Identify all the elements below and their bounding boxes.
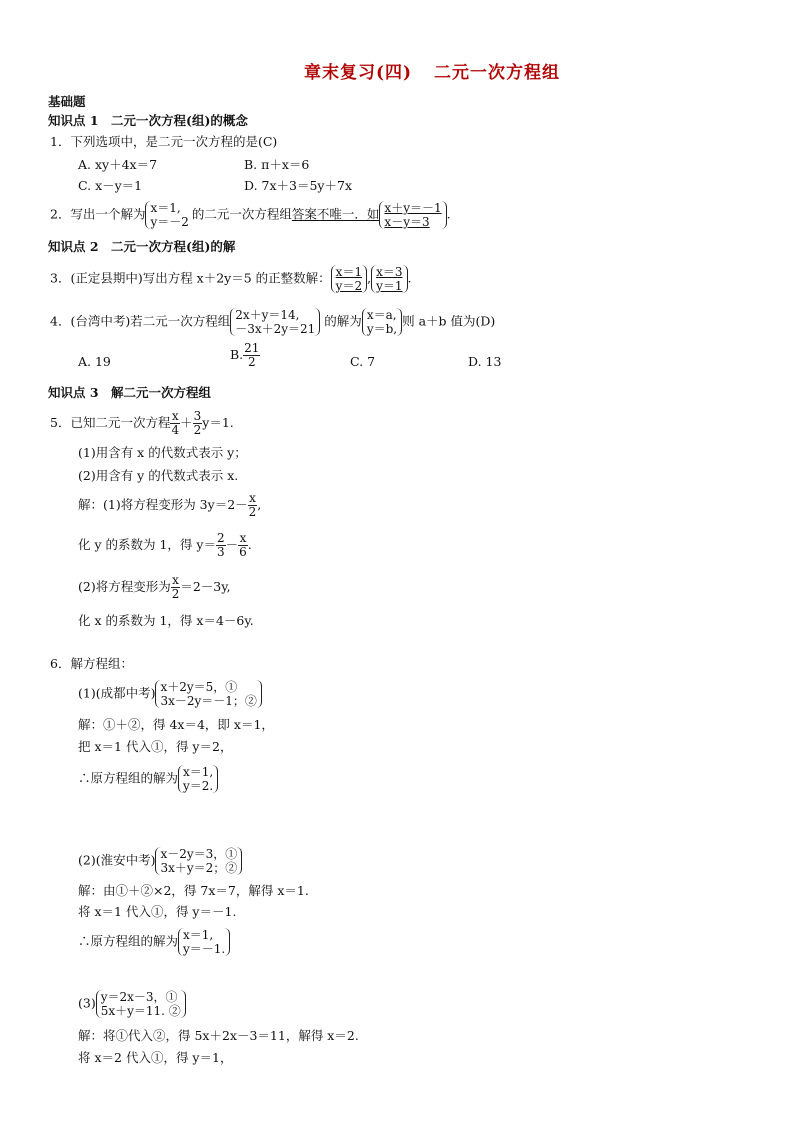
q5-f1-num: x <box>171 409 179 423</box>
q2-line <box>50 201 451 229</box>
q6-p1-label: (1)(成都中考) <box>78 685 156 701</box>
q3-pre: 3．(正定县期中)写出方程 x＋2y＝5 的正整数解： <box>50 270 331 286</box>
q6-p2-system <box>155 847 242 875</box>
q6-p2-s3: ∴原方程组的解为 <box>78 933 179 949</box>
q2-sol-row2: y＝－2 <box>150 215 189 229</box>
knowledge-point-3: 知识点 3 解二元一次方程组 <box>48 385 212 400</box>
q3-s1-row1: x＝1 <box>335 265 363 279</box>
q4-solution <box>362 308 402 336</box>
q5-s3-post: ＝2－3y, <box>180 579 231 594</box>
q2-answer-system <box>379 201 446 229</box>
q4-mid: 的解为 <box>324 313 362 329</box>
q6-p1-r2: y＝2. <box>183 779 214 793</box>
q5-s3-num: x <box>172 573 179 587</box>
q6-p2-r2: y＝－1. <box>183 942 226 956</box>
q6-p2-result <box>178 928 230 956</box>
knowledge-point-1: 知识点 1 二元一次方程(组)的概念 <box>48 113 248 128</box>
q4-b-den: 2 <box>247 355 256 369</box>
q1-option-d: D. 7x＋3＝5y＋7x <box>244 178 352 193</box>
q4-s1: x＝a, <box>366 308 397 322</box>
q5-part1: (1)用含有 x 的代数式表示 y； <box>78 445 247 460</box>
q3-comma: , <box>367 270 372 286</box>
section-heading: 基础题 <box>48 94 86 109</box>
q6-p2-r1: x＝1, <box>183 928 214 942</box>
q5-s2-minus: － <box>225 537 239 552</box>
q4-option-a: A. 19 <box>78 354 111 369</box>
q3-solution-2 <box>371 265 407 293</box>
q6-p1-system <box>155 680 261 708</box>
q5-pre: 5．已知二元一次方程 <box>50 415 171 430</box>
q5-s2-f1-den: 3 <box>216 545 225 559</box>
q6-p2-sol3 <box>78 928 230 956</box>
q6-p2-eq2: 3x＋y＝2；② <box>160 861 238 875</box>
q6-part3-line <box>78 990 186 1018</box>
title-part1: 章末复习(四) <box>303 63 413 83</box>
q1-option-c: C. x－y＝1 <box>78 178 143 193</box>
q5-post: y＝1. <box>202 415 234 430</box>
q1-option-b: B. π＋x＝6 <box>244 157 310 172</box>
q6-p1-sol3 <box>78 765 218 793</box>
q4-s2: y＝b, <box>366 322 398 336</box>
q5-part2: (2)用含有 y 的代数式表示 x. <box>78 468 239 483</box>
knowledge-point-2: 知识点 2 二元一次方程(组)的解 <box>48 239 236 254</box>
q5-frac1 <box>170 410 180 437</box>
q4-b-label: B. <box>230 347 244 362</box>
q5-s3-pre: (2)将方程变形为 <box>78 579 171 594</box>
q6-p1-result <box>178 765 218 793</box>
q4-eq1: 2x＋y＝14, <box>235 308 300 322</box>
q3-line <box>50 265 411 293</box>
q6-p1-sol1: 解：①＋②，得 4x＝4，即 x＝1， <box>78 717 274 732</box>
q4-system <box>230 308 320 336</box>
q4-b-fraction <box>243 342 260 369</box>
q2-sol-row1: x＝1, <box>150 201 181 215</box>
q6-p3-eq2: 5x＋y＝11. ② <box>100 1004 181 1018</box>
q5-s1-frac <box>248 492 258 519</box>
q3-solution-1 <box>331 265 367 293</box>
q5-s1-pre: 解：(1)将方程变形为 3y＝2－ <box>78 497 248 512</box>
q5-line <box>50 410 234 437</box>
q3-end: . <box>407 270 412 286</box>
q2-pre: 2．写出一个解为 <box>50 206 146 222</box>
q2-answer: 答案不唯一．如 <box>291 206 380 222</box>
q6-p1-r1: x＝1, <box>183 765 214 779</box>
q5-sol-line1 <box>78 492 261 519</box>
q5-sol-line2 <box>78 532 252 559</box>
q6-p2-label: (2)(淮安中考) <box>78 852 156 868</box>
q2-ans-row1: x＋y＝－1 <box>384 201 442 215</box>
q1-stem: 1．下列选项中，是二元一次方程的是(C) <box>50 134 278 149</box>
q6-p3-system <box>96 990 186 1018</box>
q6-part2-line <box>78 847 242 875</box>
q4-option-d: D. 13 <box>468 354 502 369</box>
q5-s2-f1-num: 2 <box>216 531 225 545</box>
q6-p2-sol1: 解：由①＋②×2，得 7x＝7，解得 x＝1. <box>78 883 309 898</box>
q2-mid: 的二元一次方程组 <box>191 206 292 222</box>
q5-s2-f2-num: x <box>239 531 247 545</box>
q3-s1-row2: y＝2 <box>335 279 363 293</box>
q5-sol-line3 <box>78 574 231 601</box>
q1-option-a: A. xy＋4x＝7 <box>78 157 158 172</box>
q4-option-c: C. 7 <box>350 354 376 369</box>
q6-p1-eq1: x＋2y＝5，① <box>160 680 238 694</box>
q4-b-num: 21 <box>244 341 260 355</box>
q5-s1-post: , <box>257 497 262 512</box>
q5-frac2 <box>193 410 203 437</box>
q4-end: 则 a＋b 值为(D) <box>402 313 496 329</box>
q6-p3-label: (3) <box>78 995 96 1011</box>
q6-p1-s3: ∴原方程组的解为 <box>78 770 179 786</box>
page-title <box>0 58 794 83</box>
q5-s2-pre: 化 y 的系数为 1，得 y＝ <box>78 537 216 552</box>
q5-s3-frac <box>171 574 181 601</box>
q4-pre: 4．(台湾中考)若二元一次方程组 <box>50 313 231 329</box>
q6-p1-sol2: 把 x＝1 代入①，得 y＝2， <box>78 739 233 754</box>
q6-p3-sol1: 解：将①代入②，得 5x＋2x－3＝11，解得 x＝2. <box>78 1028 359 1043</box>
q5-plus: ＋ <box>180 415 193 430</box>
q5-s1-den: 2 <box>248 505 257 519</box>
q6-p3-eq1: y＝2x－3，① <box>100 990 178 1004</box>
q5-s3-den: 2 <box>171 587 180 601</box>
q5-s2-f2-den: 6 <box>239 545 247 559</box>
q5-f1-den: 4 <box>171 423 180 437</box>
q5-f2-den: 2 <box>193 423 202 437</box>
q3-s2-row1: x＝3 <box>376 265 403 279</box>
q5-s2-frac1 <box>216 532 226 559</box>
q5-s2-frac2 <box>238 532 248 559</box>
q5-s1-num: x <box>249 491 256 505</box>
q5-f2-num: 3 <box>193 409 202 423</box>
q4-eq2: －3x＋2y＝21 <box>235 322 316 336</box>
q4-option-b <box>230 342 260 369</box>
q6-p2-eq1: x－2y＝3，① <box>160 847 238 861</box>
q5-s2-post: . <box>247 537 252 552</box>
q4-line <box>50 308 495 336</box>
q6-p2-sol2: 将 x＝1 代入①，得 y＝－1. <box>78 904 237 919</box>
q2-ans-row2: x－y＝3 <box>384 215 430 229</box>
q6-part1-line <box>78 680 262 708</box>
q5-sol-line4: 化 x 的系数为 1，得 x＝4－6y. <box>78 613 254 628</box>
q6-stem: 6．解方程组： <box>50 656 133 671</box>
title-part2: 二元一次方程组 <box>434 63 561 83</box>
q2-solution-system <box>145 201 191 229</box>
q6-p3-sol2: 将 x＝2 代入①，得 y＝1， <box>78 1050 233 1065</box>
q6-p1-eq2: 3x－2y＝－1；② <box>160 694 257 708</box>
q3-s2-row2: y＝1 <box>376 279 403 293</box>
q2-end: . <box>446 206 451 222</box>
